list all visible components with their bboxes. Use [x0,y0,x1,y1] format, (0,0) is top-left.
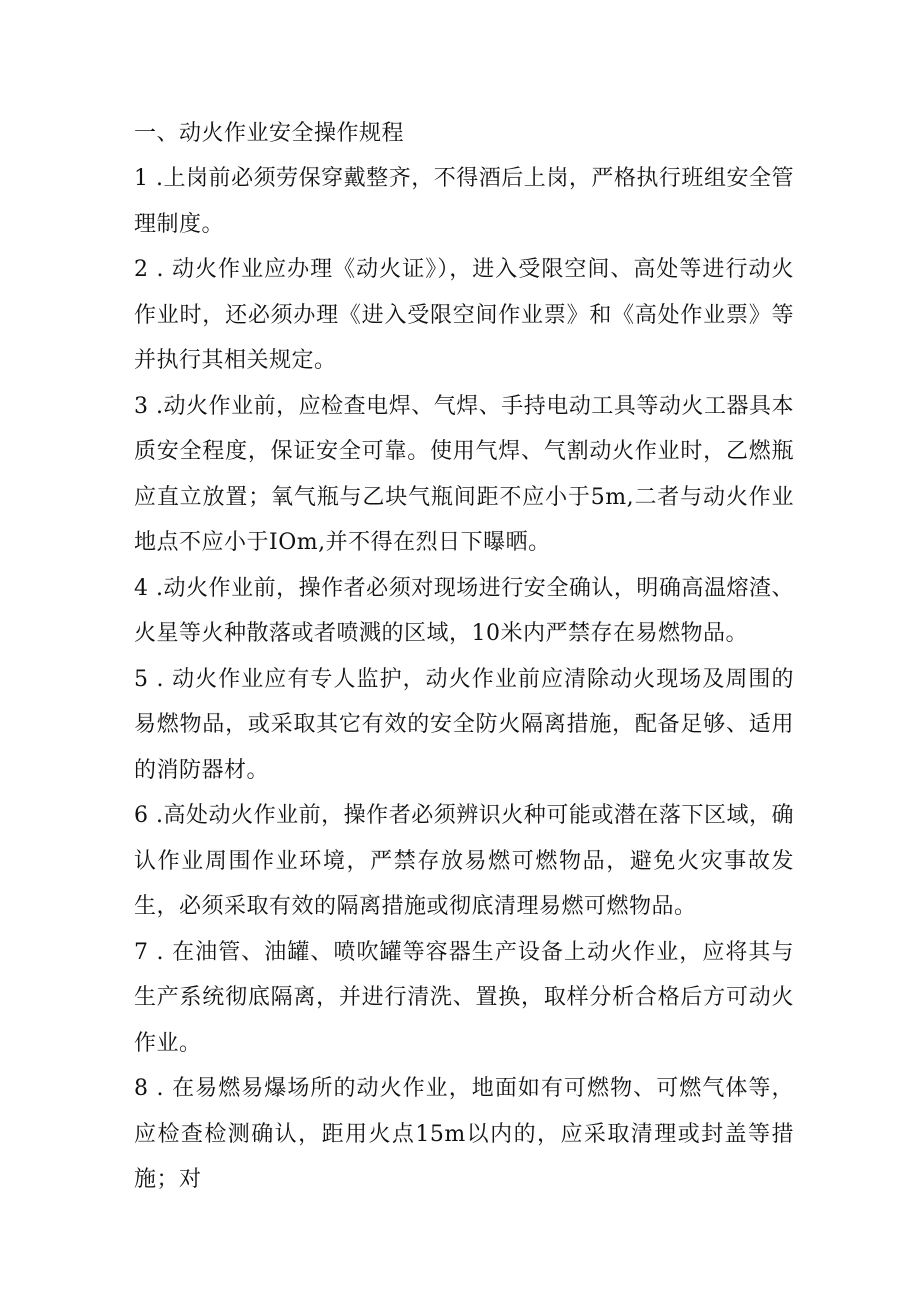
rule-number: 8 [134,1076,149,1101]
rule-item-5 [134,657,794,794]
rule-text: .上岗前必须劳保穿戴整齐，不得酒后上岗，严格执行班组安全管理制度。 [134,166,794,237]
rule-text: . 在油管、油罐、喷吹罐等容器生产设备上动火作业，应将其与生产系统彻底隔离，并进行清洗、置换，取样分析合格后方可动火作业。 [134,939,794,1056]
rule-number: 1 [134,166,149,191]
rule-text: . 在易燃易爆场所的动火作业，地面如有可燃物、可燃气体等，应检查检测确认，距用火点15m以内的，应采取清理或封盖等措施；对 [134,1076,794,1192]
rule-number: 6 [134,803,149,828]
rule-item-8 [134,1066,794,1203]
rule-item-4 [134,566,794,657]
rule-text: .高处动火作业前，操作者必须辨识火种可能或潜在落下区域，确认作业周围作业环境，严禁存放易燃可燃物品，避免火灾事故发生，必须采取有效的隔离措施或彻底清理易燃可燃物品。 [134,803,794,919]
rule-number: 3 [134,393,149,419]
rule-number: 4 [134,575,149,601]
rule-text: . 动火作业应办理《动火证》），进入受限空间、高处等进行动火作业时，还必须办理《进入受限空间作业票》和《高处作业票》等并执行其相关规定。 [134,257,794,373]
rule-number: 5 [134,666,149,692]
rule-text: .动火作业前，操作者必须对现场进行安全确认，明确高温熔渣、火星等火种散落或者喷溅的区域，10米内严禁存在易燃物品。 [134,575,794,646]
rule-item-6 [134,793,794,930]
rule-item-2 [134,247,794,384]
rule-text: . 动火作业应有专人监护，动火作业前应清除动火现场及周围的易燃物品，或采取其它有效的安全防火隔离措施，配备足够、适用的消防器材。 [134,666,794,783]
rule-number: 7 [134,939,149,965]
rule-item-3 [134,384,794,566]
document-body [134,112,794,1203]
rule-number: 2 [134,257,149,282]
rule-item-7 [134,930,794,1067]
section-heading: 一、动火作业安全操作规程 [134,121,405,146]
rule-text: .动火作业前，应检查电焊、气焊、手持电动工具等动火工器具本质安全程度，保证安全可靠。使用气焊、气割动火作业时，乙燃瓶应直立放置；氧气瓶与乙块气瓶间距不应小于5m,二者与动火作业地点不应小于IOm,并不得在烈日下曝晒。 [134,393,794,555]
rule-item-1 [134,156,794,247]
